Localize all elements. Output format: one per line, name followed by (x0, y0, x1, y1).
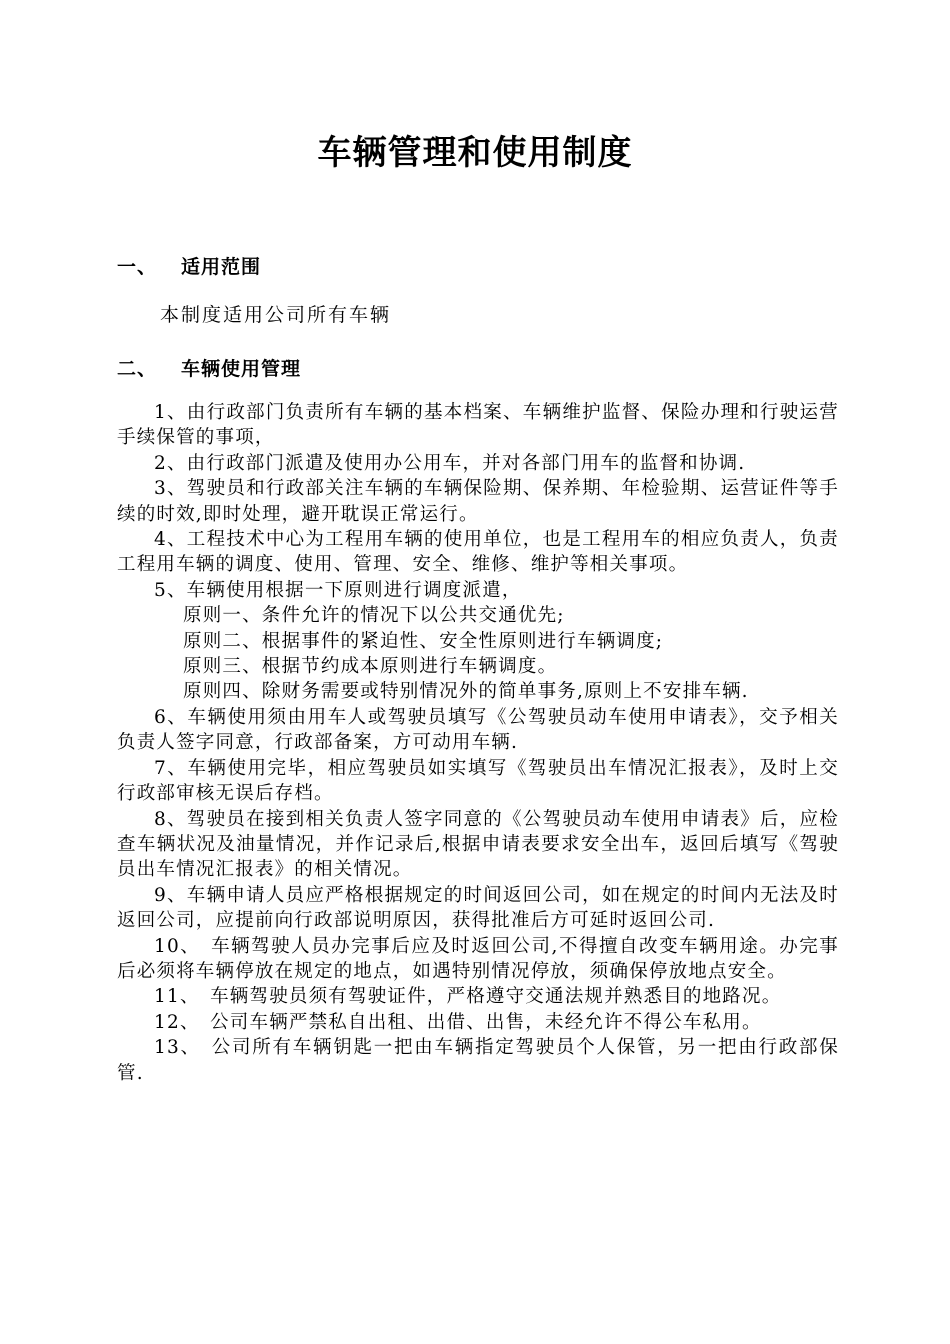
section-heading-usage (117, 354, 301, 381)
paragraph-item: 12、 公司车辆严禁私自出租、出借、出售，未经允许不得公车私用。 (154, 1011, 762, 1033)
principle-item: 原则三、根据节约成本原则进行车辆调度。 (183, 656, 558, 678)
principle-item: 原则一、条件允许的情况下以公共交通优先; (183, 605, 565, 627)
section-title: 适用范围 (181, 256, 262, 278)
paragraph-item: 3、驾驶员和行政部关注车辆的车辆保险期、保养期、年检验期、运营证件等手续的时效,即时处理，避开耽误正常运行。 (117, 478, 839, 525)
scope-text: 本制度适用公司所有车辆 (160, 304, 392, 326)
section-heading-scope (117, 252, 261, 279)
section-number: 二、 (117, 358, 158, 380)
paragraph-item: 10、 车辆驾驶人员办完事后应及时返回公司,不得擅自改变车辆用途。办完事后必须将车辆停放在规定的地点，如遇特别情况停放，须确保停放地点安全。 (117, 935, 839, 982)
paragraph-item: 8、驾驶员在接到相关负责人签字同意的《公驾驶员动车使用申请表》后，应检查车辆状况及油量情况，并作记录后,根据申请表要求安全出车，返回后填写《驾驶员出车情况汇报表》的相关情况。 (117, 808, 839, 881)
principle-item: 原则四、除财务需要或特别情况外的简单事务,原则上不安排车辆. (183, 681, 749, 703)
paragraph-item: 6、车辆使用须由用车人或驾驶员填写《公驾驶员动车使用申请表》，交予相关负责人签字同意，行政部备案，方可动用车辆. (117, 706, 839, 754)
paragraph-item: 2、由行政部门派遣及使用办公用车，并对各部门用车的监督和协调. (154, 452, 746, 474)
paragraph-item: 9、车辆申请人员应严格根据规定的时间返回公司，如在规定的时间内无法及时返回公司，应提前向行政部说明原因，获得批准后方可延时返回公司. (117, 884, 839, 932)
paragraph-item: 1、由行政部门负责所有车辆的基本档案、车辆维护监督、保险办理和行驶运营手续保管的事项， (117, 402, 839, 449)
paragraph-item: 4、工程技术中心为工程用车辆的使用单位，也是工程用车的相应负责人，负责工程用车辆的调度、使用、管理、安全、维修、维护等相关事项。 (117, 529, 839, 576)
paragraph-item: 7、车辆使用完毕，相应驾驶员如实填写《驾驶员出车情况汇报表》，及时上交行政部审核无误后存档。 (117, 757, 839, 805)
principle-item: 原则二、根据事件的紧迫性、安全性原则进行车辆调度; (183, 630, 664, 652)
section-body (117, 400, 839, 1086)
paragraph-item: 13、 公司所有车辆钥匙一把由车辆指定驾驶员个人保管，另一把由行政部保管. (117, 1037, 839, 1084)
document-title: 车辆管理和使用制度 (317, 133, 633, 173)
paragraph-item: 11、 车辆驾驶员须有驾驶证件，严格遵守交通法规并熟悉目的地路况。 (154, 986, 782, 1008)
section-number: 一、 (117, 256, 158, 278)
paragraph-item: 5、车辆使用根据一下原则进行调度派遣， (154, 579, 522, 601)
section-title: 车辆使用管理 (181, 358, 302, 380)
